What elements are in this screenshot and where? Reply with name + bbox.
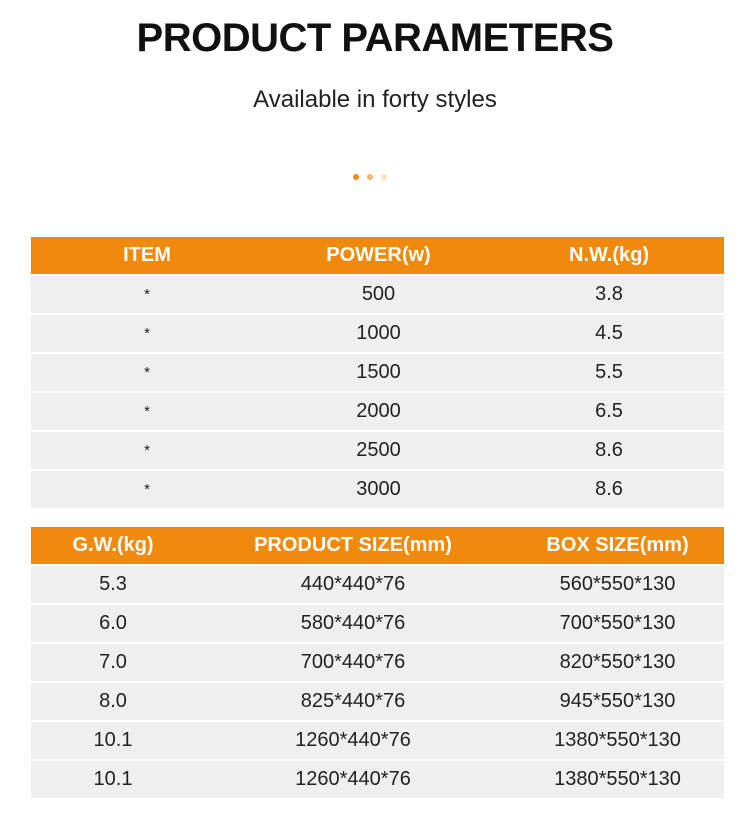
carousel-dots	[353, 174, 387, 180]
table-row	[31, 605, 724, 642]
cell-product-size: 825*440*76	[300, 690, 406, 712]
table-row	[31, 354, 724, 391]
cell-product-size: 1260*440*76	[295, 729, 411, 751]
table-header	[31, 527, 724, 564]
cell-box-size: 700*550*130	[559, 612, 676, 634]
table-row	[31, 683, 724, 720]
cell-gross-weight: 6.0	[99, 612, 127, 634]
table-row	[31, 276, 724, 313]
cell-gross-weight: 8.0	[99, 690, 127, 712]
cell-box-size: 1380*550*130	[554, 768, 681, 790]
cell-power: 500	[361, 283, 396, 305]
header-gross-weight: G.W.(kg)	[72, 534, 154, 556]
table-row	[31, 761, 724, 798]
table-header	[31, 237, 724, 274]
size-weight-table	[31, 527, 724, 800]
table-row	[31, 315, 724, 352]
cell-net-weight: 5.5	[595, 361, 623, 383]
dot-indicator	[367, 174, 373, 180]
cell-box-size: 820*550*130	[559, 651, 676, 673]
header-box-size: BOX SIZE(mm)	[546, 534, 689, 556]
table-row	[31, 644, 724, 681]
cell-item: *	[144, 481, 150, 498]
cell-net-weight: 8.6	[595, 439, 623, 461]
dot-indicator	[381, 174, 387, 180]
cell-product-size: 1260*440*76	[295, 768, 411, 790]
cell-item: *	[144, 403, 150, 420]
cell-power: 2000	[356, 400, 401, 422]
header-power: POWER(w)	[326, 244, 431, 266]
header-net-weight: N.W.(kg)	[569, 244, 649, 266]
cell-power: 1000	[356, 322, 401, 344]
cell-gross-weight: 10.1	[93, 768, 133, 790]
cell-power: 3000	[356, 478, 401, 500]
cell-power: 1500	[356, 361, 401, 383]
cell-item: *	[144, 325, 150, 342]
cell-net-weight: 8.6	[595, 478, 623, 500]
cell-gross-weight: 5.3	[99, 573, 127, 595]
table-row	[31, 722, 724, 759]
table-row	[31, 393, 724, 430]
cell-product-size: 440*440*76	[300, 573, 406, 595]
cell-box-size: 1380*550*130	[554, 729, 681, 751]
table-row	[31, 432, 724, 469]
cell-net-weight: 4.5	[595, 322, 623, 344]
cell-net-weight: 6.5	[595, 400, 623, 422]
cell-item: *	[144, 442, 150, 459]
header-product-size: PRODUCT SIZE(mm)	[254, 534, 452, 556]
page-subtitle: Available in forty styles	[253, 86, 497, 113]
cell-gross-weight: 10.1	[93, 729, 133, 751]
header-item: ITEM	[123, 244, 171, 266]
cell-product-size: 700*440*76	[300, 651, 406, 673]
cell-item: *	[144, 364, 150, 381]
dot-indicator-active	[353, 174, 359, 180]
cell-item: *	[144, 286, 150, 303]
cell-net-weight: 3.8	[595, 283, 623, 305]
table-row	[31, 471, 724, 508]
cell-power: 2500	[356, 439, 401, 461]
power-weight-table	[31, 237, 724, 510]
cell-box-size: 560*550*130	[559, 573, 676, 595]
page-title: PRODUCT PARAMETERS	[136, 16, 614, 60]
table-row	[31, 566, 724, 603]
cell-product-size: 580*440*76	[300, 612, 406, 634]
cell-gross-weight: 7.0	[99, 651, 127, 673]
cell-box-size: 945*550*130	[559, 690, 676, 712]
